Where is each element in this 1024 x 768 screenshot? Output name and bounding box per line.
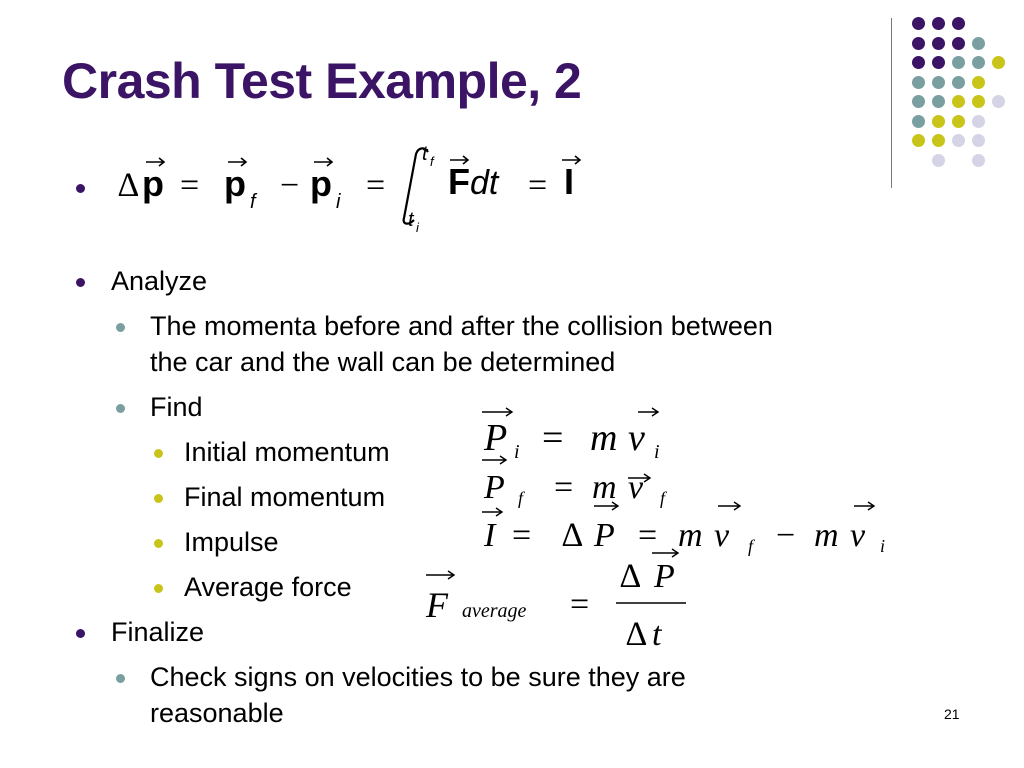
I-symbol: I	[484, 517, 496, 554]
v-symbol-1: v	[714, 517, 730, 554]
page-number: 21	[944, 706, 960, 722]
arrow-P	[652, 549, 678, 557]
bullet-dot-impulse	[154, 539, 163, 548]
F-symbol: F	[426, 585, 448, 625]
v-symbol: v	[628, 417, 645, 459]
decorative-dot	[932, 115, 945, 128]
bullet-dot-average-force	[154, 584, 163, 593]
momentum-impulse-equation	[118, 143, 598, 238]
find-item-average-force: Average force	[184, 572, 352, 602]
arrow-v2	[854, 502, 874, 510]
bullet-dot-final	[154, 494, 163, 503]
p-final-vector: p	[224, 163, 246, 204]
find-label: Find	[150, 392, 203, 422]
decorative-dot	[932, 134, 945, 147]
arrow-P	[594, 502, 618, 510]
v-subscript: f	[660, 488, 666, 508]
integral-upper-sub: f	[430, 154, 434, 169]
decorative-dot	[952, 95, 965, 108]
decorative-dot	[932, 95, 945, 108]
find-item-impulse: Impulse	[184, 527, 279, 557]
arrow-v1	[718, 502, 740, 510]
find-item-initial-momentum: Initial momentum	[184, 437, 390, 467]
m-symbol: m	[590, 417, 618, 459]
P-symbol: P	[484, 469, 505, 506]
decorative-dot	[992, 95, 1005, 108]
numerator-delta: ∆	[620, 558, 641, 595]
force-vector: F	[448, 161, 470, 202]
decorative-dot	[932, 37, 945, 50]
delta-symbol: ∆	[562, 517, 583, 554]
bullet-dot-momenta	[116, 323, 125, 332]
decorative-dot	[912, 56, 925, 69]
decorative-dot	[972, 115, 985, 128]
equals-sign-1: =	[512, 517, 532, 554]
minus-sign: −	[776, 517, 796, 554]
P-symbol: P	[484, 417, 508, 459]
decorative-dot	[952, 56, 965, 69]
check-line-2: reasonable	[150, 698, 284, 728]
P-subscript: f	[518, 488, 524, 508]
slide-title: Crash Test Example, 2	[62, 53, 582, 109]
arrow-F	[426, 571, 454, 579]
integral-lower-limit: t	[408, 209, 414, 231]
bullet-dot-finalize	[76, 629, 85, 638]
decorative-dot	[952, 134, 965, 147]
p-initial-vector: p	[310, 163, 332, 204]
equals-sign-2: =	[366, 167, 386, 204]
analyze-label: Analyze	[111, 266, 208, 296]
momenta-line-2: the car and the wall can be determined	[150, 347, 616, 377]
equals-sign: =	[542, 417, 564, 459]
impulse-vector: I	[564, 161, 575, 202]
find-item-final-momentum: Final momentum	[184, 482, 386, 512]
equals-sign-3: =	[528, 167, 548, 204]
decorative-dot	[932, 56, 945, 69]
denominator-delta: ∆	[626, 616, 647, 653]
arrow-I	[482, 508, 502, 516]
F-subscript: average	[462, 600, 527, 622]
check-line-1: Check signs on velocities to be sure they are	[150, 662, 686, 692]
equals-sign: =	[554, 469, 574, 506]
dt-term: dt	[470, 164, 499, 202]
decorative-dot	[972, 76, 985, 89]
v-subscript: i	[654, 441, 660, 463]
minus-sign: −	[280, 167, 300, 204]
decorative-dot	[952, 115, 965, 128]
decorative-dot	[952, 37, 965, 50]
bullet-dot-find	[116, 404, 125, 413]
bullet-dot-initial	[154, 449, 163, 458]
v-subscript-1: f	[748, 536, 754, 556]
equals-sign: =	[570, 586, 590, 623]
bullet-dot-analyze	[76, 278, 85, 287]
integral-upper-limit: t	[422, 143, 428, 165]
m-symbol: m	[592, 469, 617, 506]
m-symbol-1: m	[678, 517, 703, 554]
v-symbol: v	[628, 469, 644, 506]
delta-symbol: ∆	[118, 167, 139, 204]
P-symbol: P	[594, 517, 615, 554]
decorative-dot	[972, 95, 985, 108]
decorative-dot	[912, 115, 925, 128]
decorative-dot	[932, 154, 945, 167]
integral-lower-sub: i	[416, 220, 419, 235]
p-vector: p	[142, 163, 164, 204]
numerator-P: P	[654, 558, 675, 595]
decorative-dot	[952, 17, 965, 30]
arrow-v	[638, 408, 658, 416]
decorative-dot	[912, 95, 925, 108]
v-subscript-2: i	[880, 536, 886, 556]
momenta-line-1: The momenta before and after the collision between	[150, 311, 773, 341]
p-final-subscript: f	[250, 191, 256, 213]
arrow-P	[482, 408, 512, 416]
decorative-dot	[912, 17, 925, 30]
bullet-dot	[76, 184, 85, 193]
denominator-t: t	[652, 616, 662, 653]
decorative-dot	[992, 56, 1005, 69]
equals-sign-2: =	[638, 517, 658, 554]
decorative-dot	[912, 76, 925, 89]
arrow-P	[482, 456, 506, 464]
finalize-label: Finalize	[111, 617, 205, 647]
decorative-dot	[912, 37, 925, 50]
equals-sign-1: =	[180, 167, 200, 204]
decorative-dot	[972, 134, 985, 147]
P-subscript: i	[514, 441, 520, 463]
decorative-dot	[932, 76, 945, 89]
decorative-dot	[912, 134, 925, 147]
decorative-dot	[952, 76, 965, 89]
m-symbol-2: m	[814, 517, 839, 554]
bullet-dot-check	[116, 674, 125, 683]
average-force-equation	[420, 545, 700, 655]
p-initial-subscript: i	[336, 191, 341, 213]
momentum-impulse-equation-svg	[118, 143, 598, 238]
decorative-dot	[932, 17, 945, 30]
v-symbol-2: v	[850, 517, 866, 554]
decorative-dot	[972, 37, 985, 50]
decorative-dot	[972, 56, 985, 69]
decorative-dot	[972, 154, 985, 167]
